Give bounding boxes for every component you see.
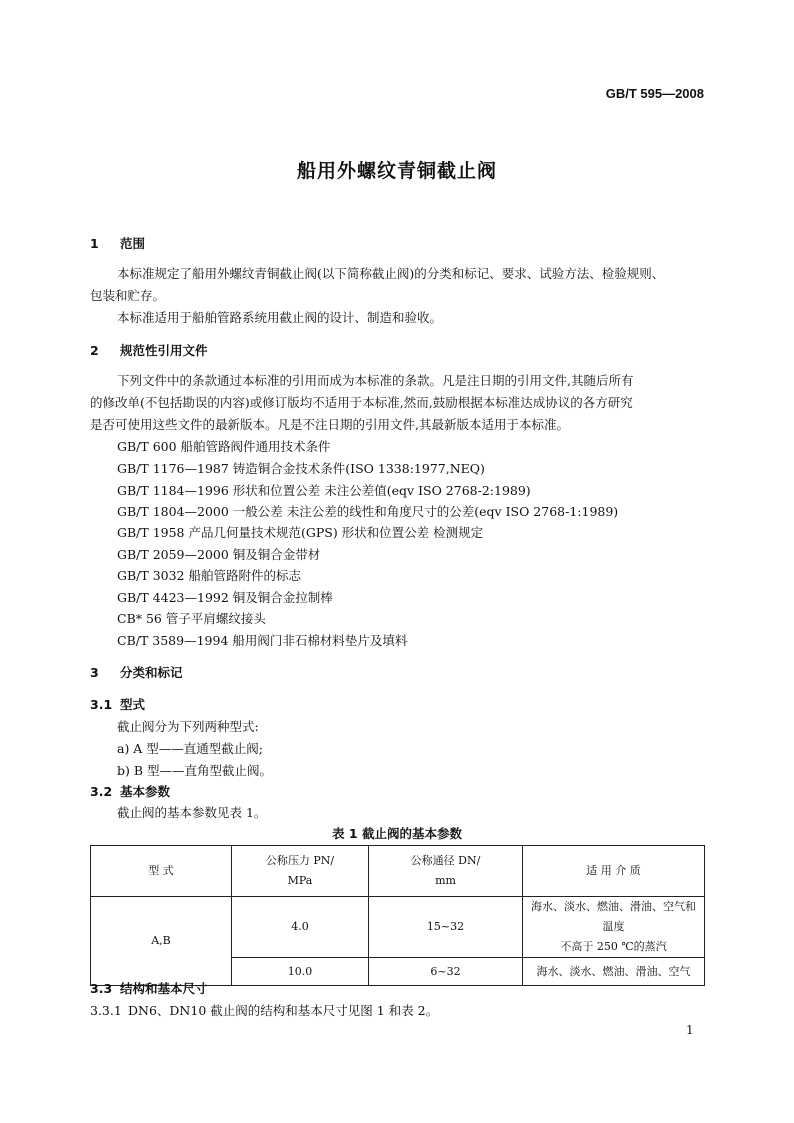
section-title: 分类和标记: [120, 665, 183, 680]
document-title: 船用外螺纹青铜截止阀: [296, 160, 497, 182]
header-unit: MPa: [287, 874, 313, 887]
cell-pressure: 10.0: [232, 958, 369, 986]
section-2-heading: [90, 341, 208, 359]
paragraph-line: 截止阀的基本参数见表 1。: [117, 805, 267, 820]
list-item: b) B 型——直角型截止阀。: [117, 763, 273, 778]
paragraph-line: 的修改单(不包括勘误的内容)或修订版均不适用于本标准,然而,鼓励根据本标准达成协议的各方研究: [90, 395, 633, 410]
cell-line: 海水、淡水、燃油、滑油、空气和温度: [531, 900, 696, 933]
subsection-3-2-heading: [90, 782, 170, 800]
section-number: 3.3.1: [90, 1003, 122, 1018]
standard-number: GB/T 595—2008: [605, 86, 704, 101]
page-number: 1: [686, 1023, 694, 1037]
reference-item: GB/T 1804—2000 一般公差 未注公差的线性和角度尺寸的公差(eqv ISO 2768-1:1989): [117, 504, 619, 519]
paragraph-line: DN6、DN10 截止阀的结构和基本尺寸见图 1 和表 2。: [128, 1003, 439, 1018]
subsection-3-3-1: [90, 1001, 438, 1019]
section-title: 型式: [120, 697, 146, 712]
reference-item: GB/T 3032 船舶管路附件的标志: [117, 568, 301, 583]
header-diameter: [369, 846, 523, 897]
section-number: 3.3: [90, 981, 113, 996]
cell-medium: 海水、淡水、燃油、滑油、空气: [523, 958, 705, 986]
header-unit: mm: [435, 874, 456, 887]
reference-item: CB* 56 管子平肩螺纹接头: [117, 611, 266, 626]
cell-pressure: 4.0: [232, 897, 369, 958]
reference-item: GB/T 1958 产品几何量技术规范(GPS) 形状和位置公差 检测规定: [117, 525, 484, 540]
paragraph-line: 包装和贮存。: [90, 288, 166, 303]
subsection-3-3-heading: [90, 979, 208, 997]
cell-diameter: 6~32: [369, 958, 523, 986]
header-line: 公称通径 DN/: [410, 854, 481, 867]
header-type: 型 式: [91, 846, 232, 897]
table-header-row: [91, 846, 705, 897]
section-3-heading: [90, 663, 183, 681]
reference-item: GB/T 600 船舶管路阀件通用技术条件: [117, 439, 331, 454]
header-medium: 适 用 介 质: [523, 846, 705, 897]
table-caption: 表 1 截止阀的基本参数: [332, 826, 462, 841]
header-line: 公称压力 PN/: [265, 854, 335, 867]
reference-item: CB/T 3589—1994 船用阀门非石棉材料垫片及填料: [117, 633, 408, 648]
table-row: [91, 897, 705, 958]
cell-medium: [523, 897, 705, 958]
section-number: 2: [90, 343, 99, 358]
section-number: 3.2: [90, 784, 113, 799]
reference-item: GB/T 4423—1992 铜及铜合金拉制棒: [117, 590, 333, 605]
section-title: 规范性引用文件: [120, 343, 208, 358]
reference-item: GB/T 1184—1996 形状和位置公差 未注公差值(eqv ISO 2768-2:1989): [117, 483, 531, 498]
section-title: 基本参数: [120, 784, 171, 799]
section-number: 3.1: [90, 697, 113, 712]
paragraph-line: 本标准规定了船用外螺纹青铜截止阀(以下简称截止阀)的分类和标记、要求、试验方法、检验规则、: [117, 266, 665, 281]
paragraph-line: 截止阀分为下列两种型式:: [117, 719, 259, 734]
section-title: 范围: [120, 236, 146, 251]
reference-item: GB/T 2059—2000 铜及铜合金带材: [117, 547, 321, 562]
list-item: a) A 型——直通型截止阀;: [117, 741, 264, 756]
section-number: 3: [90, 665, 99, 680]
paragraph-line: 下列文件中的条款通过本标准的引用而成为本标准的条款。凡是注日期的引用文件,其随后所有: [117, 373, 634, 388]
subsection-3-1-heading: [90, 695, 145, 713]
reference-item: GB/T 1176—1987 铸造铜合金技术条件(ISO 1338:1977,NEQ): [117, 461, 485, 476]
cell-line: 不高于 250 ℃的蒸汽: [560, 940, 667, 953]
header-pressure: [232, 846, 369, 897]
section-number: 1: [90, 236, 99, 251]
cell-diameter: 15~32: [369, 897, 523, 958]
paragraph-line: 是否可使用这些文件的最新版本。凡是不注日期的引用文件,其最新版本适用于本标准。: [90, 417, 569, 432]
paragraph-line: 本标准适用于船舶管路系统用截止阀的设计、制造和验收。: [117, 310, 443, 325]
section-title: 结构和基本尺寸: [120, 981, 208, 996]
cell-type: A,B: [91, 897, 232, 986]
section-1-heading: [90, 234, 145, 252]
parameters-table: [90, 845, 705, 986]
